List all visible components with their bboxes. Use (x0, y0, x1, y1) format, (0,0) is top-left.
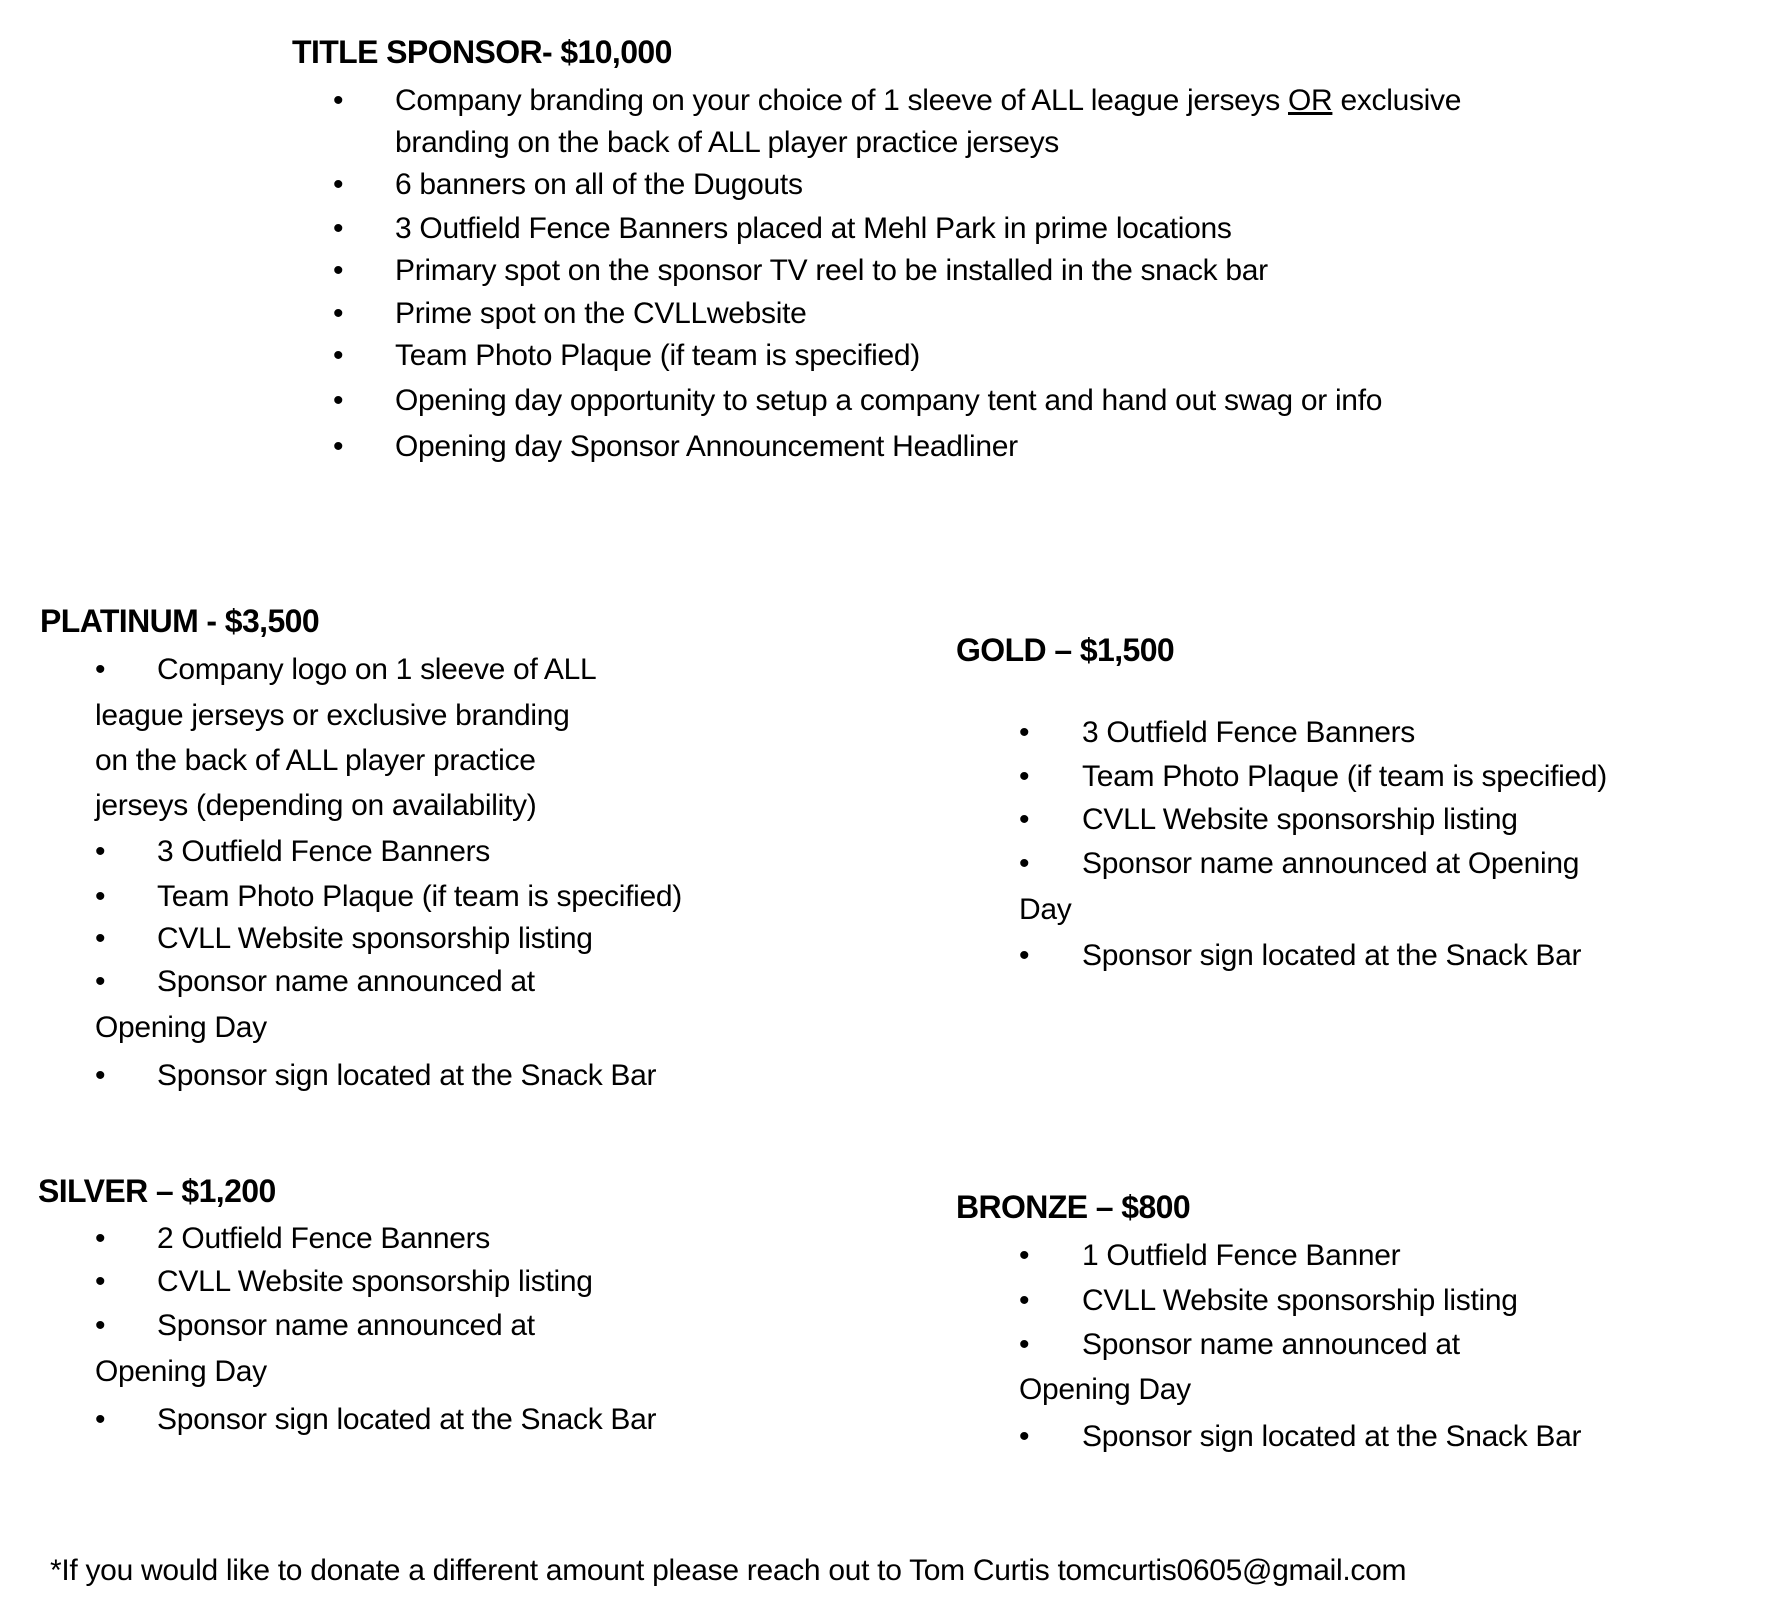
list-item (157, 922, 593, 956)
bullet-icon: • (1019, 716, 1030, 749)
bullet-icon: • (95, 1059, 106, 1092)
bullet-icon: • (1019, 1284, 1030, 1317)
bullet-icon: • (333, 297, 344, 330)
item-text: 3 Outfield Fence Banners placed at Mehl Park in prime locations (395, 212, 1232, 245)
bullet-icon: • (333, 254, 344, 287)
item-text: Sponsor name announced at (157, 1309, 535, 1342)
list-item (1082, 716, 1415, 750)
bullet-icon: • (95, 965, 106, 998)
bronze-heading: BRONZE – $800 (956, 1189, 1191, 1225)
list-item (395, 84, 1461, 118)
item-text: 3 Outfield Fence Banners (157, 835, 490, 868)
list-item (157, 1309, 535, 1343)
bullet-icon: • (333, 168, 344, 201)
item-text: Team Photo Plaque (if team is specified) (395, 339, 920, 372)
item-text: CVLL Website sponsorship listing (157, 1265, 593, 1298)
list-item (157, 965, 535, 999)
bullet-icon: • (95, 835, 106, 868)
list-item (395, 168, 803, 202)
list-item-continuation: Opening Day (95, 1355, 267, 1388)
item-text: 2 Outfield Fence Banners (157, 1222, 490, 1255)
list-item (395, 297, 807, 331)
emphasis-or: OR (1288, 84, 1333, 117)
list-item (1082, 939, 1581, 973)
item-text: exclusive (1332, 84, 1462, 117)
bullet-icon: • (1019, 847, 1030, 880)
list-item (395, 254, 1268, 288)
list-item (395, 430, 1018, 464)
item-text: Sponsor name announced at Opening (1082, 847, 1580, 880)
item-text: 3 Outfield Fence Banners (1082, 716, 1415, 749)
bullet-icon: • (95, 1222, 106, 1255)
list-item (157, 1403, 656, 1437)
item-text: Opening day opportunity to setup a company tent and hand out swag or info (395, 384, 1383, 417)
list-item (157, 1222, 490, 1256)
list-item (395, 339, 920, 373)
bullet-icon: • (95, 1265, 106, 1298)
list-item-continuation: Day (1019, 893, 1072, 926)
list-item (1082, 1328, 1460, 1362)
bullet-icon: • (95, 653, 106, 686)
bullet-icon: • (95, 1403, 106, 1436)
list-item-continuation: league jerseys or exclusive branding (95, 699, 570, 732)
item-text: Opening day Sponsor Announcement Headliner (395, 430, 1018, 463)
gold-heading: GOLD – $1,500 (956, 632, 1175, 668)
item-text: Sponsor sign located at the Snack Bar (1082, 939, 1582, 972)
list-item (157, 835, 490, 869)
bullet-icon: • (1019, 1420, 1030, 1453)
list-item (395, 384, 1382, 418)
list-item (395, 212, 1232, 246)
item-text: Sponsor sign located at the Snack Bar (157, 1059, 657, 1092)
item-text: CVLL Website sponsorship listing (1082, 1284, 1518, 1317)
platinum-heading: PLATINUM - $3,500 (40, 603, 320, 639)
item-text: Sponsor sign located at the Snack Bar (157, 1403, 657, 1436)
list-item (1082, 803, 1518, 837)
list-item (157, 1059, 656, 1093)
item-text: Sponsor sign located at the Snack Bar (1082, 1420, 1582, 1453)
item-text: Sponsor name announced at (157, 965, 535, 998)
list-item (1082, 1284, 1518, 1318)
item-text: Prime spot on the CVLLwebsite (395, 297, 807, 330)
item-text: Sponsor name announced at (1082, 1328, 1460, 1361)
bullet-icon: • (333, 384, 344, 417)
list-item-continuation: Opening Day (1019, 1373, 1191, 1406)
bullet-icon: • (1019, 1328, 1030, 1361)
item-text: Primary spot on the sponsor TV reel to be installed in the snack bar (395, 254, 1268, 287)
bullet-icon: • (333, 339, 344, 372)
bullet-icon: • (333, 212, 344, 245)
list-item (157, 1265, 593, 1299)
bullet-icon: • (1019, 939, 1030, 972)
bullet-icon: • (1019, 760, 1030, 793)
bullet-icon: • (1019, 1239, 1030, 1272)
bullet-icon: • (1019, 803, 1030, 836)
list-item (1082, 1420, 1581, 1454)
list-item (157, 653, 596, 687)
item-text: Company branding on your choice of 1 sleeve of ALL league jerseys (395, 84, 1288, 117)
list-item-continuation: Opening Day (95, 1011, 267, 1044)
item-text: Team Photo Plaque (if team is specified) (1082, 760, 1607, 793)
item-text: 6 banners on all of the Dugouts (395, 168, 803, 201)
list-item-continuation: jerseys (depending on availability) (95, 789, 537, 822)
bullet-icon: • (95, 880, 106, 913)
item-text: 1 Outfield Fence Banner (1082, 1239, 1401, 1272)
item-text: CVLL Website sponsorship listing (1082, 803, 1518, 836)
title-sponsor-heading: TITLE SPONSOR- $10,000 (292, 34, 672, 70)
list-item (1082, 760, 1607, 794)
silver-heading: SILVER – $1,200 (38, 1173, 276, 1209)
footer-note: *If you would like to donate a different amount please reach out to Tom Curtis tomcurtis0605@gmail.com (50, 1554, 1407, 1587)
list-item (157, 880, 682, 914)
bullet-icon: • (95, 922, 106, 955)
list-item-continuation: branding on the back of ALL player practice jerseys (395, 126, 1059, 159)
bullet-icon: • (333, 430, 344, 463)
bullet-icon: • (95, 1309, 106, 1342)
item-text: Company logo on 1 sleeve of ALL (157, 653, 597, 686)
list-item (1082, 1239, 1400, 1273)
item-text: CVLL Website sponsorship listing (157, 922, 593, 955)
bullet-icon: • (333, 84, 344, 117)
list-item-continuation: on the back of ALL player practice (95, 744, 536, 777)
item-text: Team Photo Plaque (if team is specified) (157, 880, 682, 913)
list-item (1082, 847, 1579, 881)
